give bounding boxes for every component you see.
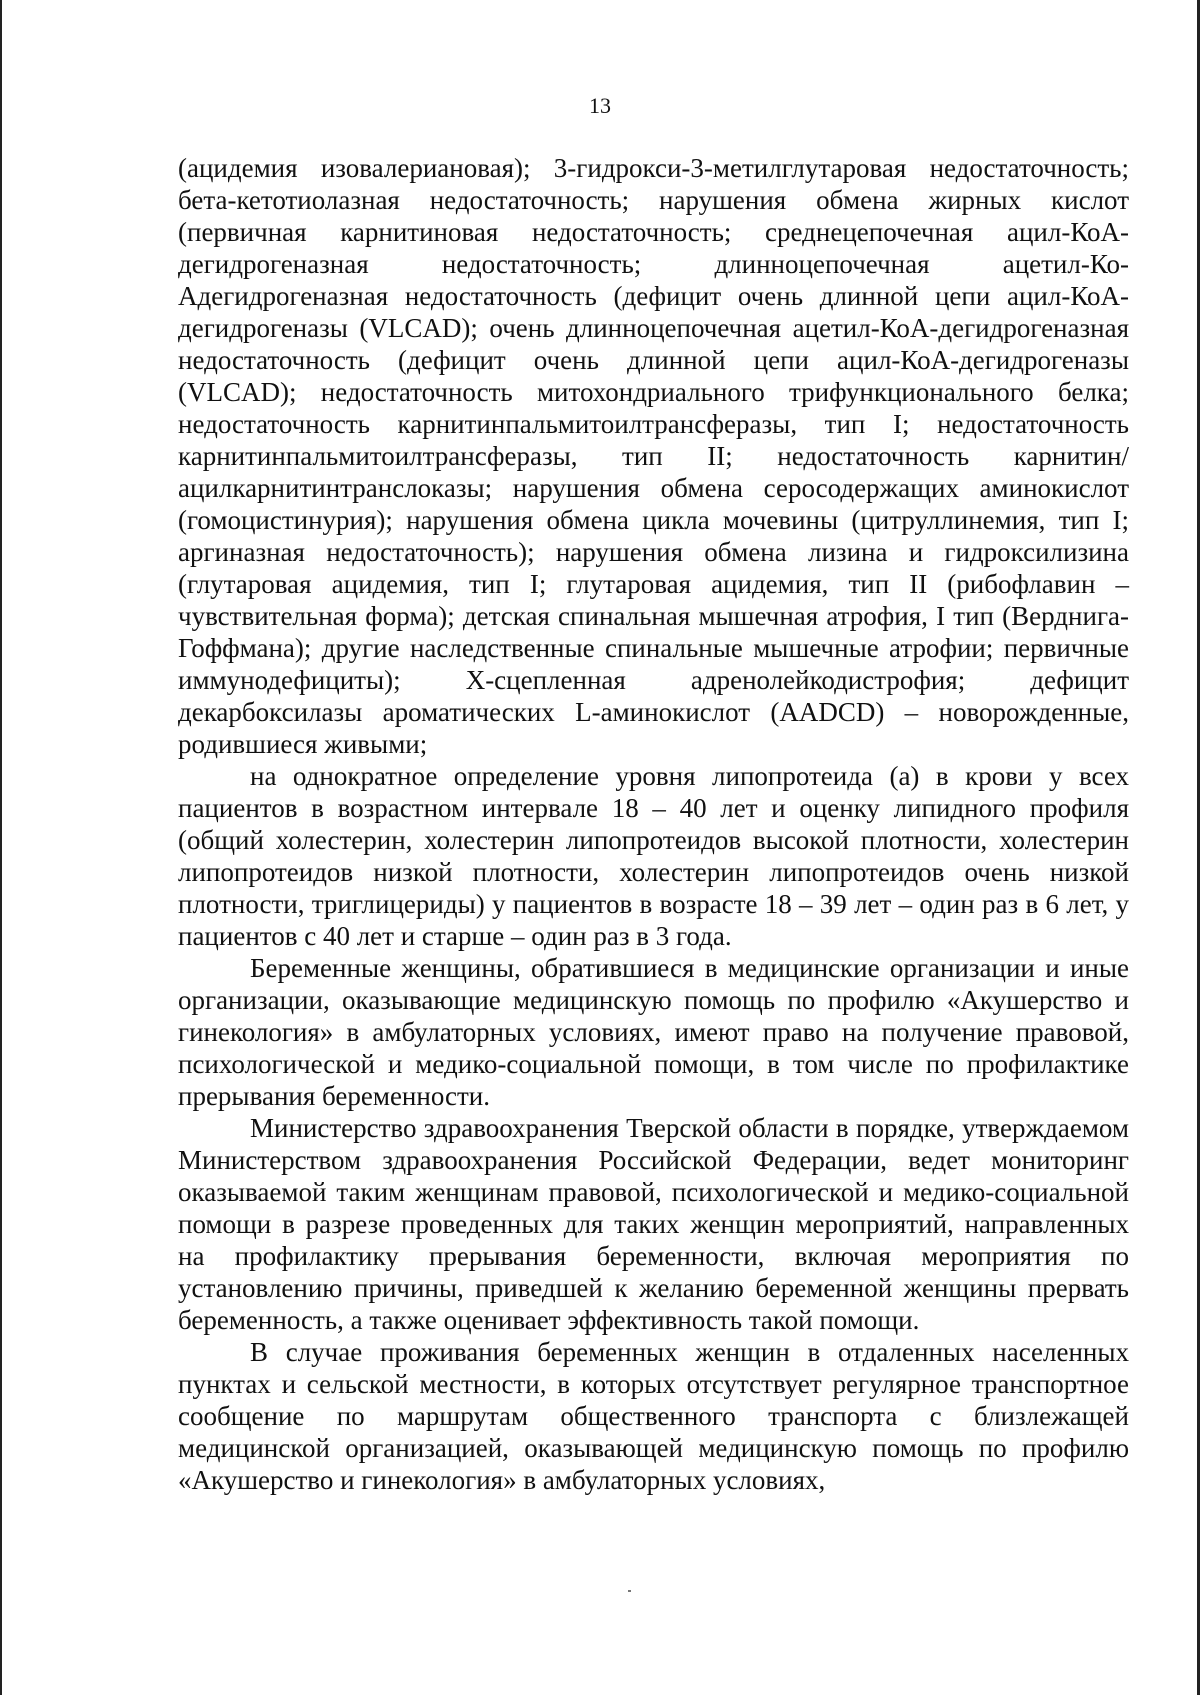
- paragraph-pregnant-women-rights: Беременные женщины, обратившиеся в медицинские организации и иные организации, оказывающие медицинскую помощь по профилю «Акушерство и гинекология» в амбулаторных условиях, имеют право на получение правовой, психологической и медико-социальной помощи, в том числе по профилактике прерывания беременности.: [178, 953, 1129, 1111]
- paragraph-lipoprotein-screening: на однократное определение уровня липопротеида (а) в крови у всех пациентов в возрастном интервале 18 – 40 лет и оценку липидного профиля (общий холестерин, холестерин липопротеидов высокой плотности, холестерин липопротеидов низкой плотности, холестерин липопротеидов очень низкой плотности, триглицериды) у пациентов в возрасте 18 – 39 лет – один раз в 6 лет, у пациентов с 40 лет и старше – один раз в 3 года.: [178, 761, 1129, 951]
- document-body: [178, 152, 1129, 1496]
- paragraph-continuation: (ацидемия изовалериановая); 3-гидрокси-3-метилглутаровая недостаточность; бета-кетотиолазная недостаточность; нарушения обмена жирных кислот (первичная карнитиновая недостаточность; среднецепочечная ацил-КоА-дегидрогеназная недостаточность; длинноцепочечная ацетил-Ко-Адегидрогеназная недостаточность (дефицит очень длинной цепи ацил-КоА-дегидрогеназы (VLCAD); очень длинноцепочечная ацетил-КоА-дегидрогеназная недостаточность (дефицит очень длинной цепи ацил-КоА-дегидрогеназы (VLCAD); недостаточность митохондриального трифункционального белка; недостаточность карнитинпальмитоилтрансферазы, тип I; недостаточность карнитинпальмитоилтрансферазы, тип II; недостаточность карнитин/ацилкарнитинтранслоказы; нарушения обмена серосодержащих аминокислот (гомоцистинурия); нарушения обмена цикла мочевины (цитруллинемия, тип I; аргиназная недостаточность); нарушения обмена лизина и гидроксилизина (глутаровая ацидемия, тип I; глутаровая ацидемия, тип II (рибофлавин – чувствительная форма); детская спинальная мышечная атрофия, I тип (Верднига-Гоффмана); другие наследственные спинальные мышечные атрофии; первичные иммунодефициты); Х-сцепленная адренолейкодистрофия; дефицит декарбоксилазы ароматических L-аминокислот (AADCD) – новорожденные, родившиеся живыми;: [178, 153, 1129, 759]
- scan-speck: [628, 1590, 631, 1592]
- paragraph-remote-settlements: В случае проживания беременных женщин в отдаленных населенных пунктах и сельской местности, в которых отсутствует регулярное транспортное сообщение по маршрутам общественного транспорта с близлежащей медицинской организацией, оказывающей медицинскую помощь по профилю «Акушерство и гинекология» в амбулаторных условиях,: [178, 1337, 1129, 1495]
- scan-left-edge: [0, 0, 2, 1695]
- page-number: 13: [589, 93, 611, 118]
- paragraph-ministry-monitoring: Министерство здравоохранения Тверской области в порядке, утверждаемом Министерством здравоохранения Российской Федерации, ведет мониторинг оказываемой таким женщинам правовой, психологической и медико-социальной помощи в разрезе проведенных для таких женщин мероприятий, направленных на профилактику прерывания беременности, включая мероприятия по установлению причины, приведшей к желанию беременной женщины прервать беременность, а также оценивает эффективность такой помощи.: [178, 1113, 1129, 1335]
